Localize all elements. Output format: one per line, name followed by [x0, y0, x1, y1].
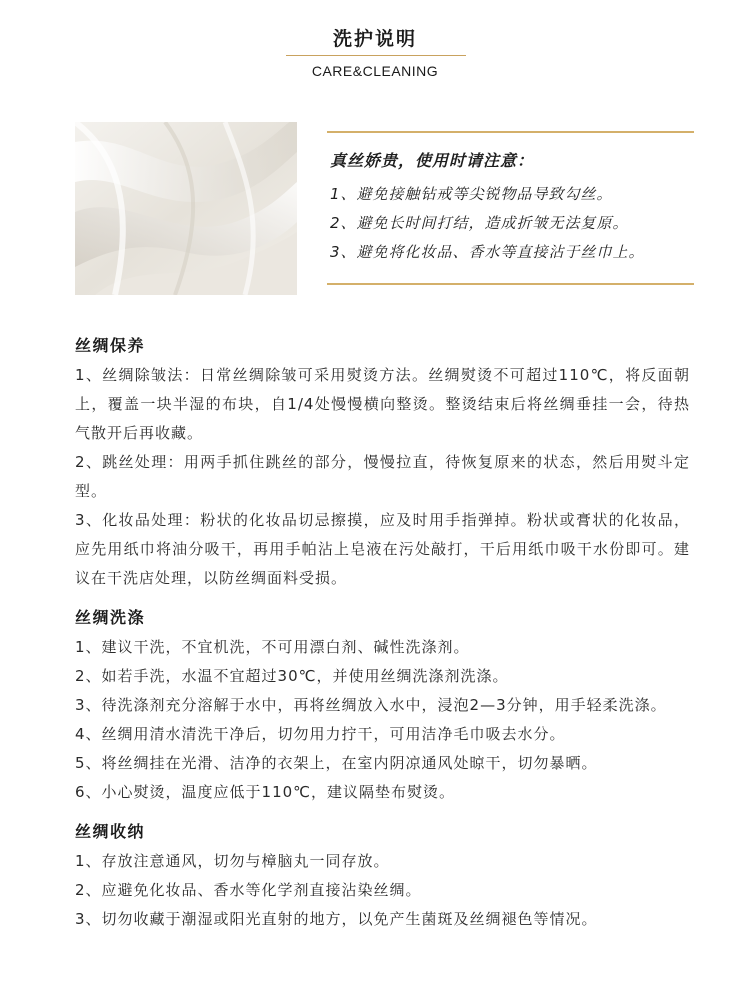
- list-item: 3、化妆品处理：粉状的化妆品切忌擦摸，应及时用手指弹掉。粉状或膏状的化妆品，应先用纸巾将油分吸干，再用手帕沾上皂液在污处敲打，干后用纸巾吸干水份即可。建议在干洗店处理，以防丝绸面料受损。: [75, 511, 690, 587]
- section-title: 丝绸洗涤: [75, 608, 146, 627]
- list-item: 4、丝绸用清水清洗干净后，切勿用力拧干，可用洁净毛巾吸去水分。: [75, 725, 566, 743]
- list-item: 3、待洗涤剂充分溶解于水中，再将丝绸放入水中，浸泡2—3分钟，用手轻柔洗涤。: [75, 696, 667, 714]
- list-item: 3、切勿收藏于潮湿或阳光直射的地方，以免产生菌斑及丝绸褪色等情况。: [75, 910, 598, 928]
- list-item: 1、存放注意通风，切勿与樟脑丸一同存放。: [75, 852, 390, 870]
- section-title: 丝绸收纳: [75, 822, 146, 841]
- list-item: 2、应避免化妆品、香水等化学剂直接沾染丝绸。: [75, 881, 422, 899]
- list-item: 2、如若手洗，水温不宜超过30℃，并使用丝绸洗涤剂洗涤。: [75, 667, 509, 685]
- page-title: 洗护说明: [332, 28, 417, 50]
- list-item: 1、丝绸除皱法：日常丝绸除皱可采用熨烫方法。丝绸熨烫不可超过110℃，将反面朝上，覆盖一块半湿的布块，自1/4处慢慢横向整烫。整烫结束后将丝绸垂挂一会，待热气散开后再收藏。: [75, 366, 690, 442]
- section-title: 丝绸保养: [75, 336, 146, 355]
- note-bottom-rule: [327, 283, 694, 285]
- section-silk-care: [75, 333, 690, 593]
- section-silk-storage: [75, 819, 690, 934]
- care-note: [330, 148, 700, 267]
- list-item: 2、跳丝处理：用两手抓住跳丝的部分，慢慢拉直，待恢复原来的状态，然后用熨斗定型。: [75, 453, 690, 500]
- title-divider: [286, 55, 466, 56]
- list-item: 1、建议干洗，不宜机洗，不可用漂白剂、碱性洗涤剂。: [75, 638, 470, 656]
- section-silk-washing: [75, 605, 690, 807]
- list-item: 6、小心熨烫，温度应低于110℃，建议隔垫布熨烫。: [75, 783, 456, 801]
- note-item: 2、避免长时间打结，造成折皱无法复原。: [330, 214, 629, 232]
- note-item: 3、避免将化妆品、香水等直接沾于丝巾上。: [330, 243, 645, 261]
- list-item: 5、将丝绸挂在光滑、洁净的衣架上，在室内阴凉通风处晾干，切勿暴晒。: [75, 754, 598, 772]
- care-content: [75, 333, 690, 946]
- note-heading: 真丝娇贵，使用时请注意：: [330, 151, 535, 170]
- note-item: 1、避免接触钻戒等尖锐物品导致勾丝。: [330, 185, 613, 203]
- note-top-rule: [327, 131, 694, 133]
- page-subtitle: CARE&CLEANING: [311, 63, 439, 79]
- silk-fabric-image: [75, 122, 297, 295]
